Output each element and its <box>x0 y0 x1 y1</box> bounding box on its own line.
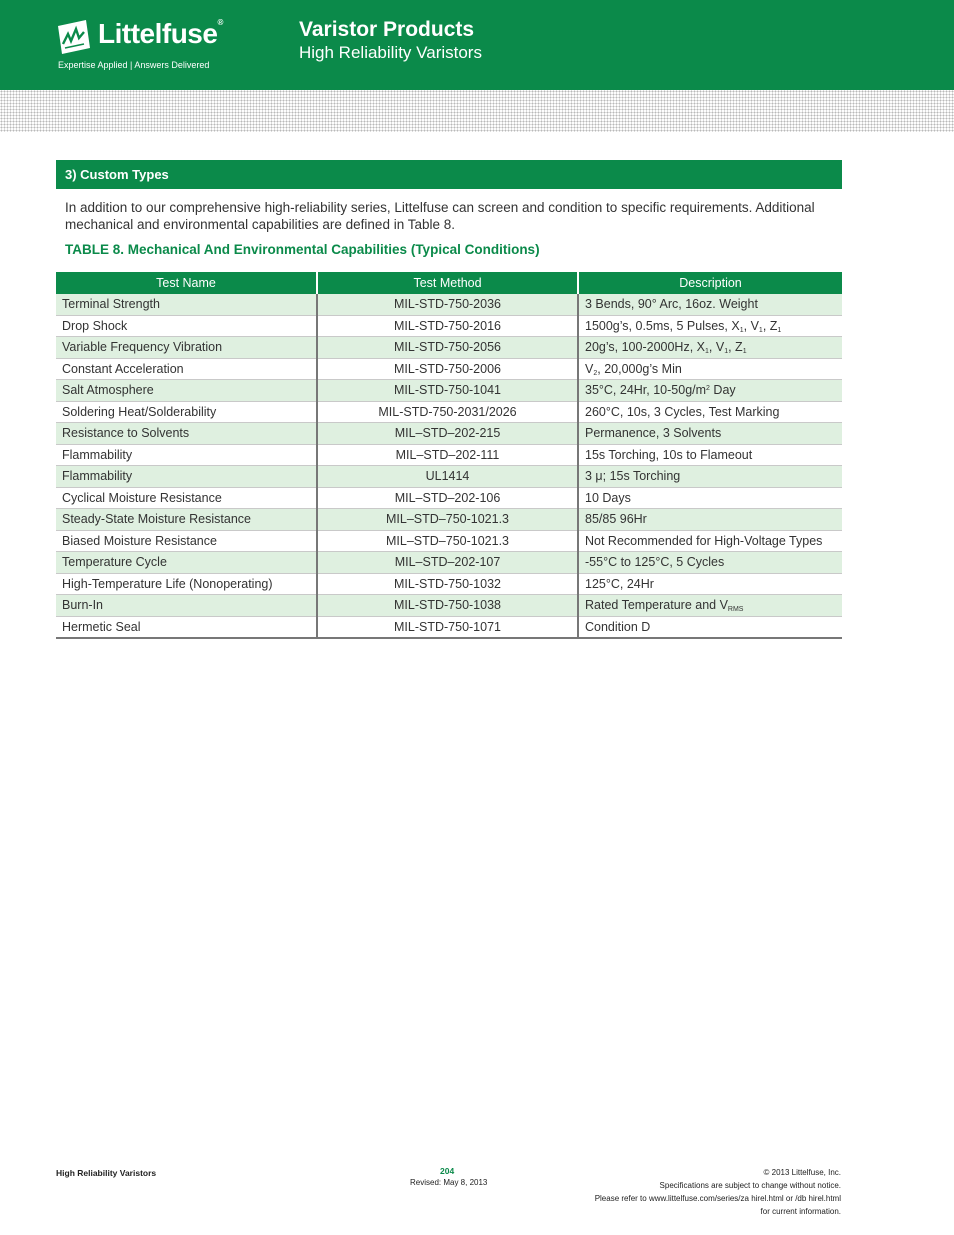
subscript-text: 1 <box>777 326 782 334</box>
header-description: Description <box>578 272 842 294</box>
description-cell: 3 μ; 15s Torching <box>578 466 842 488</box>
test-name-cell: Drop Shock <box>56 315 317 337</box>
table-row <box>56 616 842 638</box>
section-heading-bar <box>56 160 842 189</box>
table-row <box>56 595 842 617</box>
header-test-name: Test Name <box>56 272 317 294</box>
description-text: Rated Temperature and V <box>585 598 728 613</box>
test-name-cell: Salt Atmosphere <box>56 380 317 402</box>
footer-series-name: High Reliability Varistors <box>56 1168 157 1178</box>
table-row <box>56 530 842 552</box>
test-method-cell: MIL–STD–750-1021.3 <box>317 530 578 552</box>
test-method-cell: MIL-STD-750-1038 <box>317 595 578 617</box>
notice-line: Specifications are subject to change without notice. <box>659 1181 841 1190</box>
test-method-cell: MIL–STD–202-215 <box>317 423 578 445</box>
test-method-cell: MIL-STD-750-2031/2026 <box>317 401 578 423</box>
table-header-row <box>56 272 842 294</box>
page-number: 204 <box>440 1166 455 1176</box>
table-row <box>56 573 842 595</box>
test-name-cell: Temperature Cycle <box>56 552 317 574</box>
test-name-cell: Constant Acceleration <box>56 358 317 380</box>
description-cell <box>578 380 842 402</box>
description-text: , V <box>743 318 759 333</box>
table-row <box>56 401 842 423</box>
description-cell: 125°C, 24Hr <box>578 573 842 595</box>
table-row <box>56 315 842 337</box>
test-name-cell: Cyclical Moisture Resistance <box>56 487 317 509</box>
test-method-cell: MIL-STD-750-2056 <box>317 337 578 359</box>
footer-legal <box>595 1166 841 1218</box>
table-row <box>56 487 842 509</box>
description-text: , 20,000g’s Min <box>597 361 682 376</box>
subscript-text: 2 <box>706 385 710 393</box>
subscript-text: RMS <box>727 606 744 614</box>
description-cell: -55°C to 125°C, 5 Cycles <box>578 552 842 574</box>
description-cell: 260°C, 10s, 3 Cycles, Test Marking <box>578 401 842 423</box>
description-cell: 10 Days <box>578 487 842 509</box>
page-header <box>0 0 954 90</box>
description-cell: Permanence, 3 Solvents <box>578 423 842 445</box>
table-row <box>56 509 842 531</box>
table-row <box>56 444 842 466</box>
test-method-cell: MIL–STD–202-106 <box>317 487 578 509</box>
description-text: , Z <box>728 340 743 355</box>
table-row <box>56 358 842 380</box>
description-text: 35°C, 24Hr, 10-50g/m <box>585 383 707 398</box>
decorative-dot-band <box>0 90 954 132</box>
test-name-cell: Hermetic Seal <box>56 616 317 638</box>
littelfuse-logo-icon <box>56 20 92 54</box>
test-name-cell: Soldering Heat/Solderability <box>56 401 317 423</box>
description-text: , Z <box>762 318 778 333</box>
test-name-cell: Resistance to Solvents <box>56 423 317 445</box>
table-row <box>56 466 842 488</box>
logo-tagline: Expertise Applied | Answers Delivered <box>58 60 210 70</box>
table-row <box>56 294 842 315</box>
test-method-cell: MIL-STD-750-2036 <box>317 294 578 315</box>
description-text: , V <box>708 340 725 355</box>
test-name-cell: Flammability <box>56 444 317 466</box>
test-name-cell: High-Temperature Life (Nonoperating) <box>56 573 317 595</box>
reference-line[interactable]: Please refer to www.littelfuse.com/series/za hirel.html or /db hirel.html <box>594 1194 841 1203</box>
description-text: 1500g’s, 0.5ms, 5 Pulses, X <box>585 318 740 333</box>
table-row <box>56 423 842 445</box>
section-heading: 3) Custom Types <box>65 167 169 182</box>
header-test-method: Test Method <box>317 272 578 294</box>
description-text: V <box>585 361 594 376</box>
subscript-text: 1 <box>705 348 709 356</box>
subscript-text: 1 <box>742 348 747 356</box>
test-method-cell: MIL-STD-750-1041 <box>317 380 578 402</box>
description-cell: 3 Bends, 90° Arc, 16oz. Weight <box>578 294 842 315</box>
test-method-cell: MIL-STD-750-2016 <box>317 315 578 337</box>
test-name-cell: Variable Frequency Vibration <box>56 337 317 359</box>
table-row <box>56 552 842 574</box>
description-cell: 85/85 96Hr <box>578 509 842 531</box>
description-text: Day <box>709 383 736 398</box>
logo-wordmark: Littelfuse® <box>98 18 223 49</box>
test-method-cell: MIL–STD–202-111 <box>317 444 578 466</box>
subscript-text: 2 <box>593 369 598 377</box>
test-name-cell: Biased Moisture Resistance <box>56 530 317 552</box>
test-name-cell: Steady-State Moisture Resistance <box>56 509 317 531</box>
subscript-text: 1 <box>724 348 729 356</box>
table-body <box>56 294 842 638</box>
description-cell: Condition D <box>578 616 842 638</box>
test-method-cell: MIL-STD-750-1032 <box>317 573 578 595</box>
copyright-line: © 2013 Littelfuse, Inc. <box>763 1168 841 1177</box>
test-name-cell: Flammability <box>56 466 317 488</box>
description-cell: 15s Torching, 10s to Flameout <box>578 444 842 466</box>
subscript-text: 1 <box>758 326 763 334</box>
page-title: Varistor Products <box>299 18 475 41</box>
test-method-cell: MIL-STD-750-1071 <box>317 616 578 638</box>
test-name-cell: Burn-In <box>56 595 317 617</box>
info-line: for current information. <box>760 1207 841 1216</box>
description-text: 20g’s, 100-2000Hz, X <box>585 340 705 355</box>
description-cell <box>578 595 842 617</box>
test-method-cell: MIL–STD–750-1021.3 <box>317 509 578 531</box>
description-cell <box>578 315 842 337</box>
page-subtitle: High Reliability Varistors <box>299 43 482 62</box>
capabilities-table <box>56 272 842 639</box>
table-row <box>56 337 842 359</box>
description-cell: Not Recommended for High-Voltage Types <box>578 530 842 552</box>
table-caption: TABLE 8. Mechanical And Environmental Capabilities (Typical Conditions) <box>65 242 540 257</box>
test-method-cell: MIL–STD–202-107 <box>317 552 578 574</box>
test-method-cell: MIL-STD-750-2006 <box>317 358 578 380</box>
description-cell <box>578 358 842 380</box>
table-row <box>56 380 842 402</box>
intro-paragraph: In addition to our comprehensive high-reliability series, Littelfuse can screen and condition to specific requirements. Additional mechanical and environmental capabilities are defined in Table 8. <box>65 200 815 232</box>
test-name-cell: Terminal Strength <box>56 294 317 315</box>
description-cell <box>578 337 842 359</box>
subscript-text: 1 <box>739 326 744 334</box>
test-method-cell: UL1414 <box>317 466 578 488</box>
revision-date: Revised: May 8, 2013 <box>410 1178 488 1187</box>
